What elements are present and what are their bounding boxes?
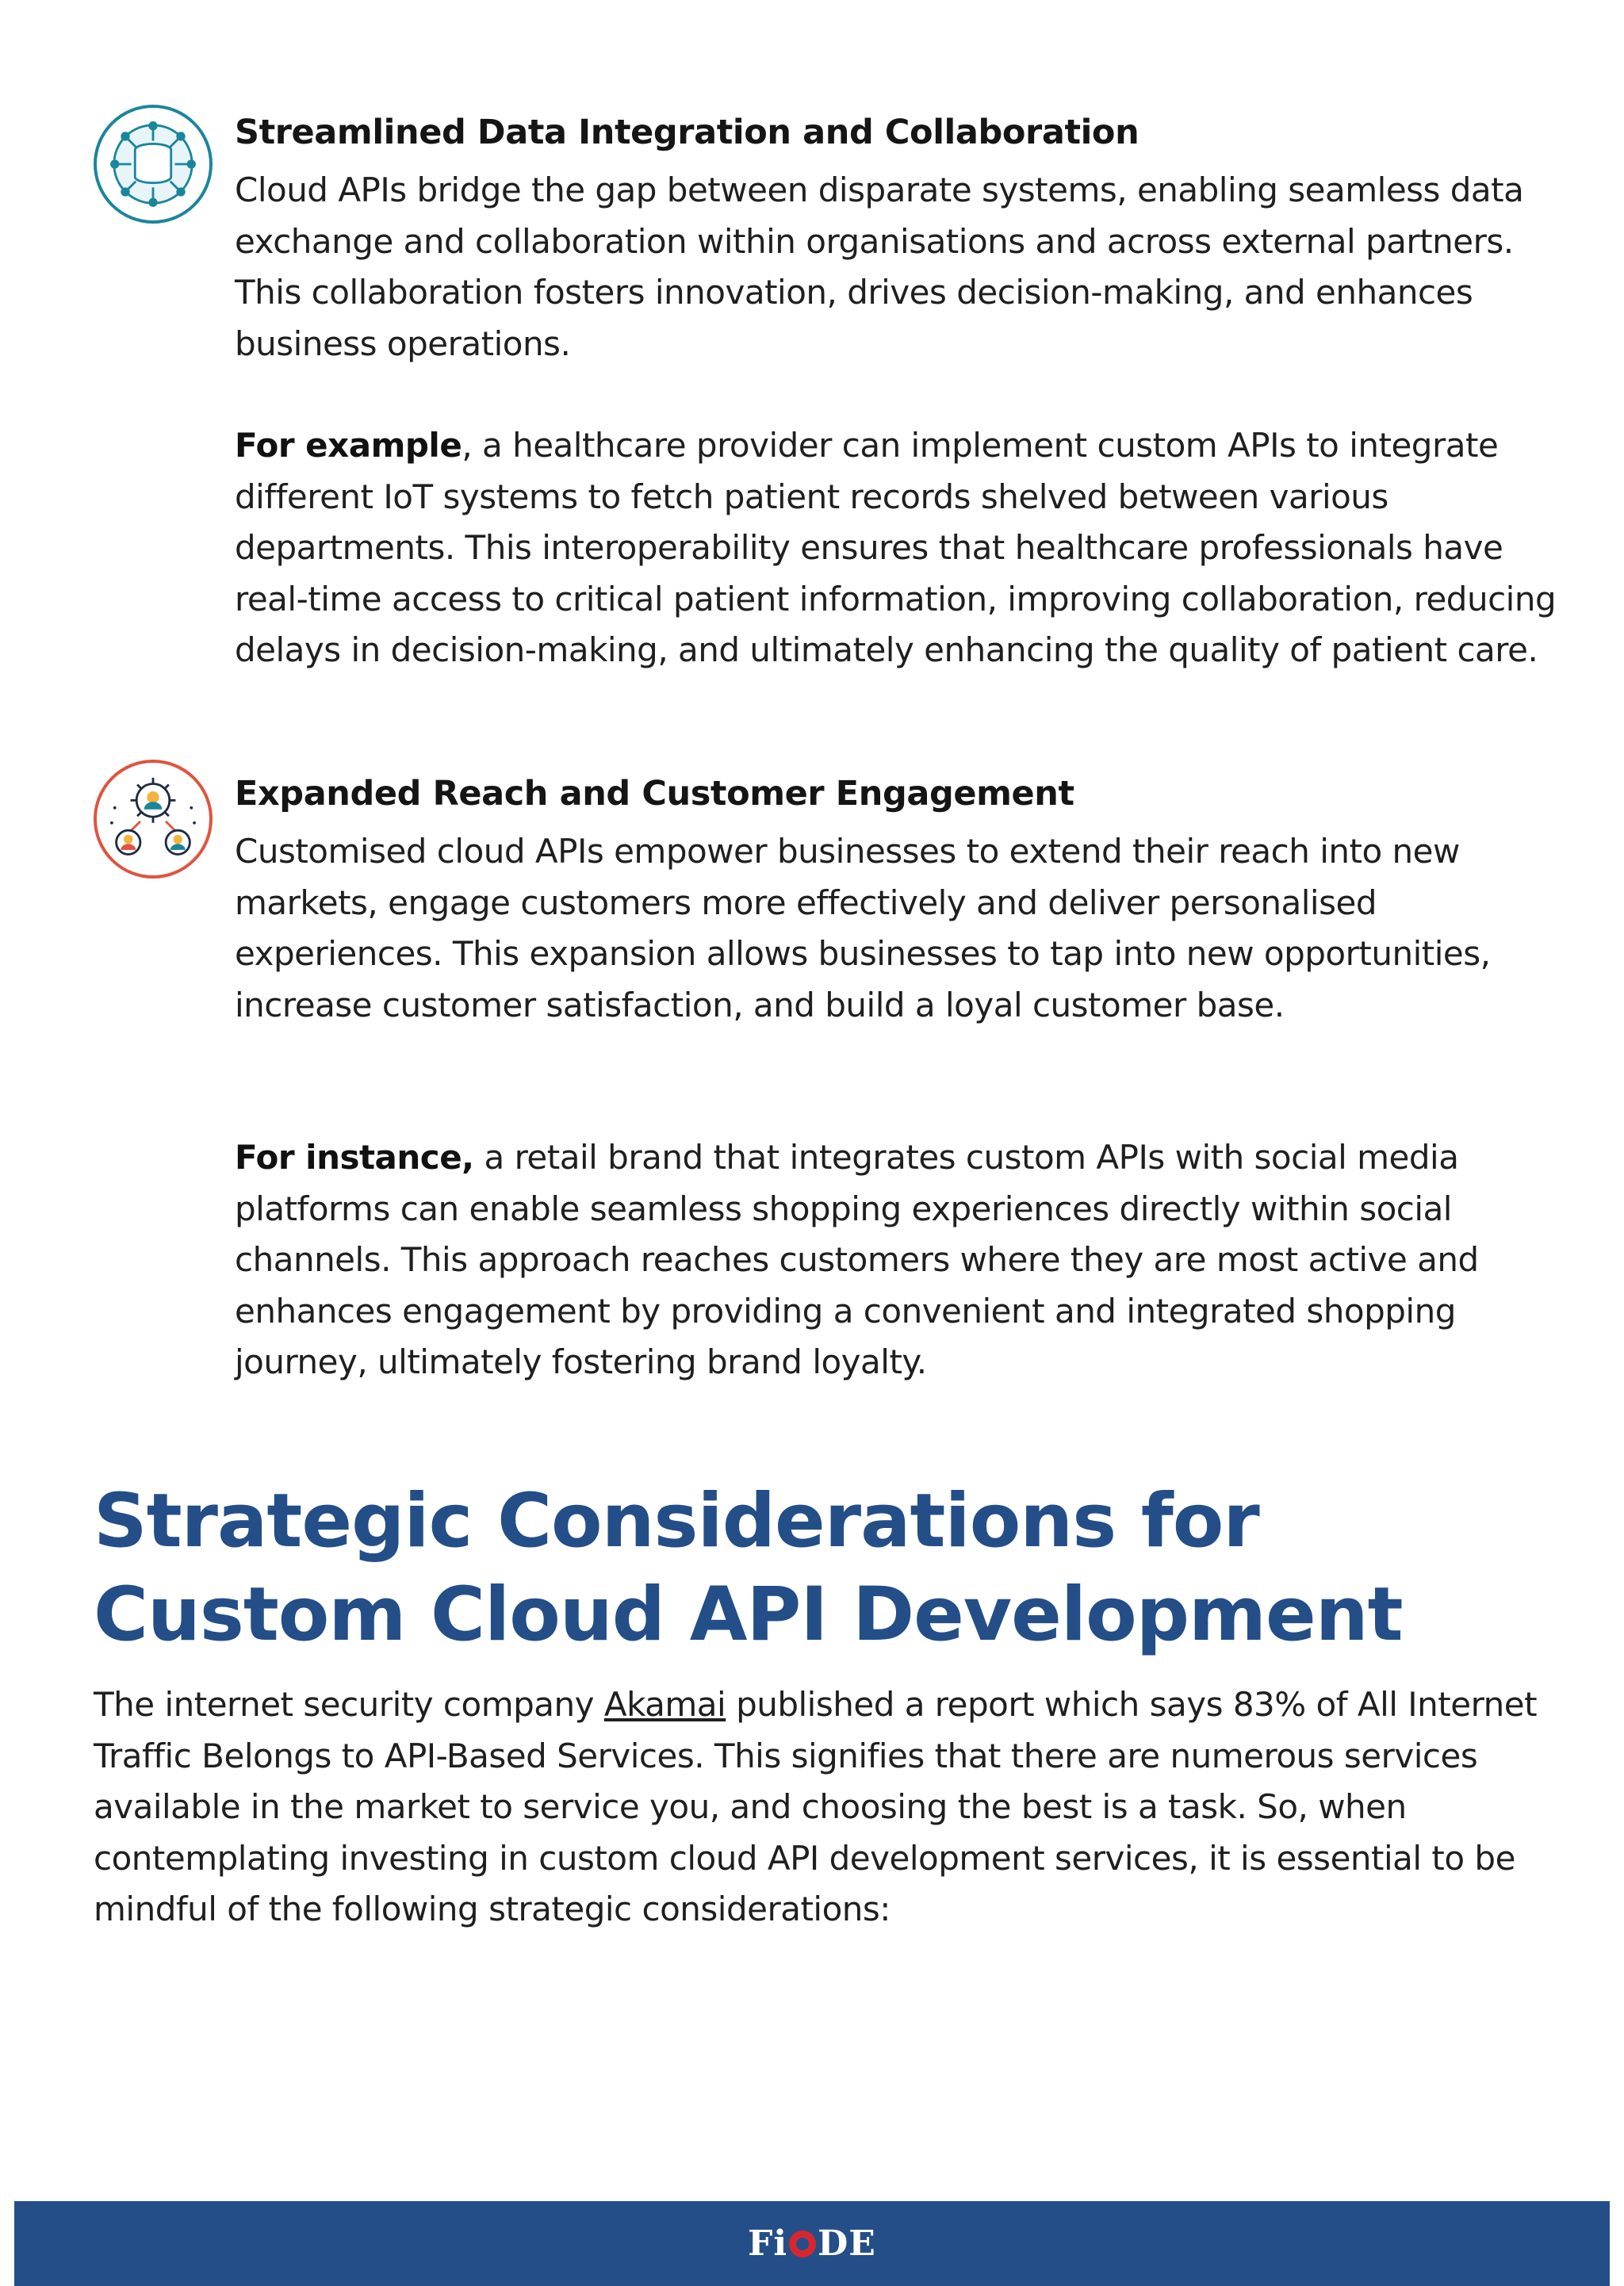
- logo-text-left: Fi: [748, 2223, 788, 2264]
- intro-paragraph: [94, 1679, 1568, 1936]
- intro-before-link: The internet security company: [94, 1685, 604, 1724]
- section-body: Cloud APIs bridge the gap between disparate systems, enabling seamless data exchange and collaboration within organisations and across external partners. This collaboration fosters innovation, drives decision-making, and enhances business operations.: [235, 170, 1524, 363]
- customer-engagement-icon: [94, 760, 213, 879]
- section-title: Streamlined Data Integration and Collaboration: [235, 113, 1139, 152]
- example-body: , a healthcare provider can implement custom APIs to integrate different IoT systems to fetch patient records shelved between various departments. This interoperability ensures that healthcare professionals have real-time access to critical patient information, improving collaboration, reducing delays in decision-making, and ultimately enhancing the quality of patient care.: [235, 426, 1557, 669]
- example-body: a retail brand that integrates custom APIs with social media platforms can enable seamless shopping experiences directly within social channels. This approach reaches customers where they are most active and enhances engagement by providing a convenient and integrated shopping journey, ultimately fostering brand loyalty.: [235, 1138, 1479, 1381]
- database-network-icon: [94, 105, 213, 224]
- section-title: Expanded Reach and Customer Engagement: [235, 774, 1074, 814]
- logo-text-right: DE: [818, 2223, 876, 2264]
- example-paragraph: [235, 1132, 1567, 1388]
- example-paragraph: [235, 420, 1567, 676]
- ficode-logo: [748, 2223, 876, 2264]
- page-heading: Strategic Considerations for Custom Cloud API Development: [94, 1478, 1403, 1658]
- logo-mark-icon: [789, 2230, 816, 2257]
- section-body: Customised cloud APIs empower businesses to extend their reach into new markets, engage customers more effectively and deliver personalised experiences. This expansion allows businesses to tap into new opportunities, increase customer satisfaction, and build a loyal customer base.: [235, 832, 1491, 1024]
- footer-bar: [14, 2201, 1610, 2286]
- example-lead: For instance,: [235, 1138, 474, 1177]
- example-lead: For example: [235, 426, 462, 465]
- intro-after-link: published a report which says 83% of All Internet Traffic Belongs to API-Based Services. This signifies that there are numerous services available in the market to service you, and choosing the best is a task. So, when contemplating investing in custom cloud API development services, it is essential to be mindful of the following strategic considerations:: [94, 1685, 1538, 1928]
- akamai-link[interactable]: Akamai: [603, 1685, 726, 1724]
